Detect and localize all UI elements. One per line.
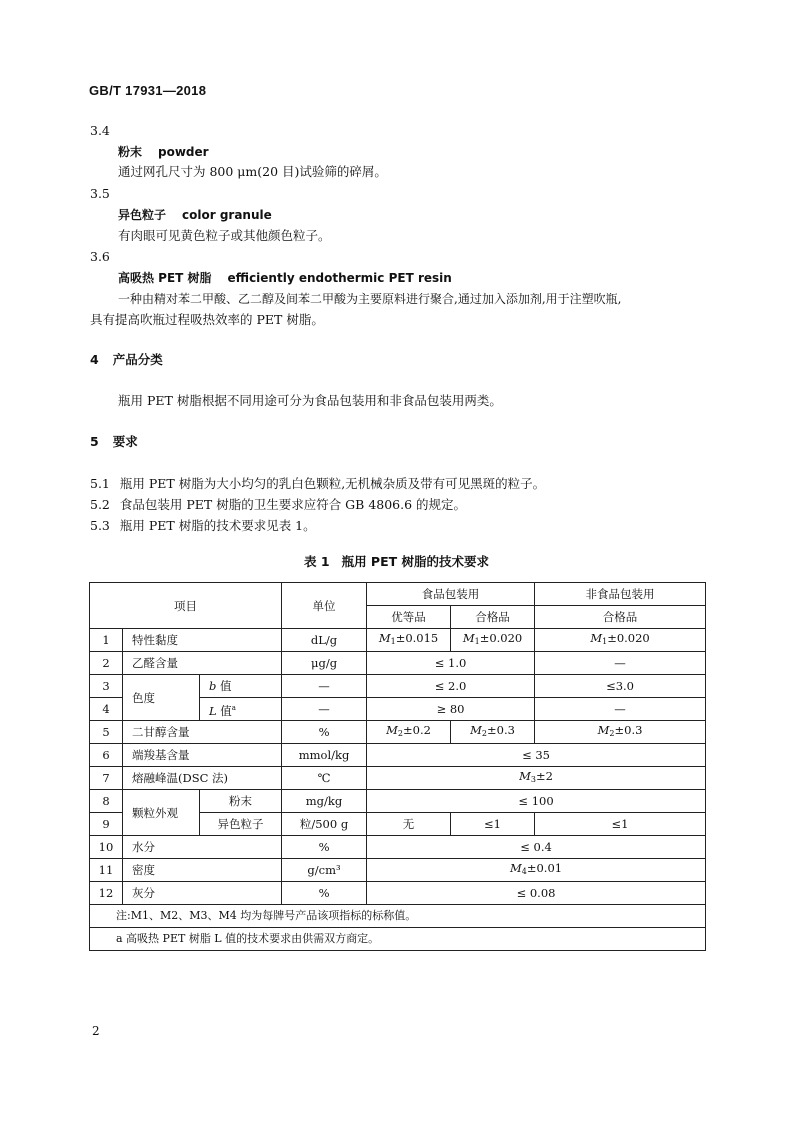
table-row xyxy=(90,859,706,882)
row-value-qualified: ≤1 xyxy=(451,813,535,836)
term-cn: 粉末 xyxy=(118,145,143,159)
row-value: $M_3\pm 2$ xyxy=(367,767,706,790)
page-number: 2 xyxy=(92,1024,100,1038)
row-value-food: ≥ 80 xyxy=(367,698,535,721)
term-cn: 高吸热 PET 树脂 xyxy=(118,271,212,285)
header-unit: 单位 xyxy=(282,583,367,629)
term-definition-cont: 具有提高吹瓶过程吸热效率的 PET 树脂。 xyxy=(90,312,324,327)
row-value-qualified: $M_2\pm 0.3$ xyxy=(451,721,535,744)
term-en: powder xyxy=(158,145,209,159)
clause-number: 5.2 xyxy=(90,497,110,512)
table-row xyxy=(90,790,706,813)
table-row xyxy=(90,629,706,652)
table-footnote: a 高吸热 PET 树脂 L 值的技术要求由供需双方商定。 xyxy=(90,928,706,951)
term-en: color granule xyxy=(182,208,272,222)
row-value-premium: $M_1\pm 0.015$ xyxy=(367,629,451,652)
clause-text: 食品包装用 PET 树脂的卫生要求应符合 GB 4806.6 的规定。 xyxy=(119,497,467,512)
row-number: 1 xyxy=(90,629,123,652)
term-title xyxy=(118,144,209,160)
row-value: ≤ 0.4 xyxy=(367,836,706,859)
row-unit: dL/g xyxy=(282,629,367,652)
row-unit: % xyxy=(282,721,367,744)
row-number: 7 xyxy=(90,767,123,790)
row-item: 密度 xyxy=(123,859,282,882)
row-unit: — xyxy=(282,675,367,698)
term-number: 3.5 xyxy=(90,186,110,201)
term-definition: 一种由精对苯二甲酸、乙二醇及间苯二甲酸为主要原料进行聚合,通过加入添加剂,用于注塑吹瓶, xyxy=(118,292,622,306)
row-unit: g/cm³ xyxy=(282,859,367,882)
header-food-qualified: 合格品 xyxy=(451,606,535,629)
section-title: 产品分类 xyxy=(112,352,163,367)
table-caption-label: 表 1 xyxy=(304,554,330,569)
section-text: 瓶用 PET 树脂根据不同用途可分为食品包装用和非食品包装用两类。 xyxy=(118,393,502,408)
clause xyxy=(90,518,316,534)
row-subitem: b 值 xyxy=(200,675,282,698)
table-caption-title: 瓶用 PET 树脂的技术要求 xyxy=(341,554,489,569)
row-number: 6 xyxy=(90,744,123,767)
row-number: 5 xyxy=(90,721,123,744)
clause-number: 5.3 xyxy=(90,518,110,533)
table-row xyxy=(90,767,706,790)
section-title: 要求 xyxy=(112,434,138,449)
row-unit: mg/kg xyxy=(282,790,367,813)
header-nonfood-qualified: 合格品 xyxy=(535,606,706,629)
standard-number: GB/T 17931—2018 xyxy=(89,83,207,98)
row-value-premium: $M_2\pm 0.2$ xyxy=(367,721,451,744)
row-value-food: ≤ 2.0 xyxy=(367,675,535,698)
clause xyxy=(90,497,466,513)
row-value: ≤ 0.08 xyxy=(367,882,706,905)
row-value-nonfood: — xyxy=(535,652,706,675)
row-number: 11 xyxy=(90,859,123,882)
table-note: 注:M1、M2、M3、M4 均为每牌号产品该项指标的标称值。 xyxy=(90,905,706,928)
row-value-premium: 无 xyxy=(367,813,451,836)
row-unit: — xyxy=(282,698,367,721)
table-row xyxy=(90,675,706,698)
row-value-nonfood: $M_2\pm 0.3$ xyxy=(535,721,706,744)
row-unit: % xyxy=(282,882,367,905)
row-item: 二甘醇含量 xyxy=(123,721,282,744)
clause-number: 5.1 xyxy=(90,476,110,491)
row-number: 10 xyxy=(90,836,123,859)
clause xyxy=(90,476,545,492)
row-value-nonfood: — xyxy=(535,698,706,721)
section-heading xyxy=(90,434,138,450)
row-unit: mmol/kg xyxy=(282,744,367,767)
table-row xyxy=(90,836,706,859)
section-heading xyxy=(90,352,163,368)
table-row xyxy=(90,882,706,905)
row-value: $M_4\pm 0.01$ xyxy=(367,859,706,882)
row-item: 水分 xyxy=(123,836,282,859)
row-unit: μg/g xyxy=(282,652,367,675)
table-row xyxy=(90,744,706,767)
term-number: 3.6 xyxy=(90,249,110,264)
row-unit: 粒/500 g xyxy=(282,813,367,836)
clause-text: 瓶用 PET 树脂为大小均匀的乳白色颗粒,无机械杂质及带有可见黑斑的粒子。 xyxy=(119,476,546,491)
term-cn: 异色粒子 xyxy=(118,208,167,222)
row-value-nonfood: ≤3.0 xyxy=(535,675,706,698)
row-value: ≤ 100 xyxy=(367,790,706,813)
section-number: 4 xyxy=(90,352,99,367)
row-unit: % xyxy=(282,836,367,859)
row-value-qualified: $M_1\pm 0.020$ xyxy=(451,629,535,652)
row-number: 9 xyxy=(90,813,123,836)
table-row xyxy=(90,721,706,744)
row-item: 乙醛含量 xyxy=(123,652,282,675)
row-item: 灰分 xyxy=(123,882,282,905)
row-subitem: 粉末 xyxy=(200,790,282,813)
clause-text: 瓶用 PET 树脂的技术要求见表 1。 xyxy=(119,518,316,533)
spec-table xyxy=(89,582,706,951)
header-nonfood: 非食品包装用 xyxy=(535,583,706,606)
row-subitem: 异色粒子 xyxy=(200,813,282,836)
row-number: 8 xyxy=(90,790,123,813)
row-value-food: ≤ 1.0 xyxy=(367,652,535,675)
row-number: 2 xyxy=(90,652,123,675)
row-group: 颗粒外观 xyxy=(123,790,200,836)
table-row xyxy=(90,652,706,675)
term-definition: 有肉眼可见黄色粒子或其他颜色粒子。 xyxy=(118,228,331,243)
row-subitem: L 值$^a$ xyxy=(200,698,282,721)
term-definition: 通过网孔尺寸为 800 μm(20 目)试验筛的碎屑。 xyxy=(118,164,387,179)
term-title xyxy=(118,207,272,223)
row-item: 特性黏度 xyxy=(123,629,282,652)
term-en: efficiently endothermic PET resin xyxy=(227,271,452,285)
row-value: ≤ 35 xyxy=(367,744,706,767)
row-item: 端羧基含量 xyxy=(123,744,282,767)
row-group: 色度 xyxy=(123,675,200,721)
header-food: 食品包装用 xyxy=(367,583,535,606)
term-title xyxy=(118,270,452,286)
row-value-nonfood: $M_1\pm 0.020$ xyxy=(535,629,706,652)
row-number: 12 xyxy=(90,882,123,905)
header-item: 项目 xyxy=(90,583,282,629)
row-number: 3 xyxy=(90,675,123,698)
term-number: 3.4 xyxy=(90,123,110,138)
section-number: 5 xyxy=(90,434,99,449)
row-number: 4 xyxy=(90,698,123,721)
row-unit: ℃ xyxy=(282,767,367,790)
table-caption xyxy=(0,552,793,570)
header-food-premium: 优等品 xyxy=(367,606,451,629)
row-item: 熔融峰温(DSC 法) xyxy=(123,767,282,790)
row-value-nonfood: ≤1 xyxy=(535,813,706,836)
